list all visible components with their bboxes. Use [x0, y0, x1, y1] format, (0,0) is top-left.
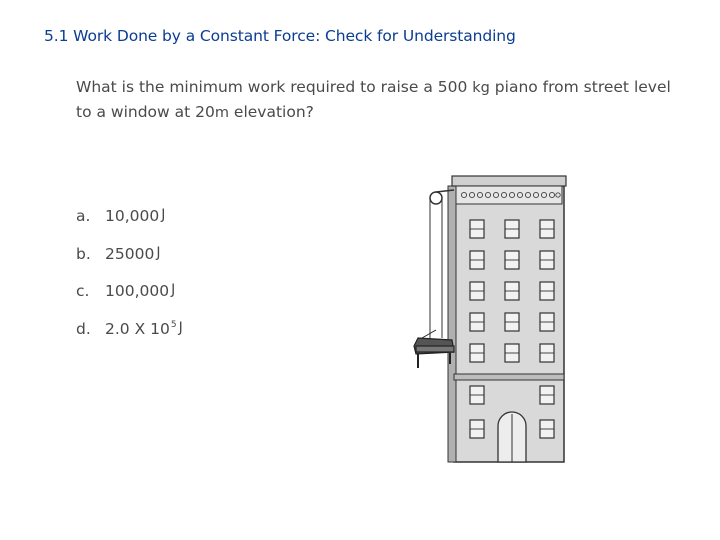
building-side	[448, 186, 456, 462]
choice-a[interactable]	[76, 207, 183, 245]
choice-value: 25000	[105, 244, 155, 263]
choice-unit: J	[178, 319, 183, 336]
choice-value: 10,000	[105, 207, 160, 225]
question-part-1: What is the minimum work required to raise a 500	[76, 78, 473, 96]
choice-letter: a.	[76, 207, 91, 225]
choice-unit: J	[156, 244, 161, 261]
building-illustration	[408, 170, 568, 470]
choice-letter: c.	[76, 282, 90, 300]
choice-b[interactable]	[76, 245, 183, 283]
question-part-3: elevation?	[229, 103, 314, 121]
choice-d[interactable]	[76, 320, 183, 358]
choice-letter: d.	[76, 319, 91, 338]
answer-choices	[76, 207, 183, 357]
choice-value: 2.0 X 10	[105, 319, 170, 338]
slide-title: 5.1 Work Done by a Constant Force: Check for Understanding	[44, 27, 516, 45]
choice-unit: J	[171, 282, 176, 298]
pulley-wheel	[430, 192, 442, 204]
height-unit: m	[214, 105, 229, 121]
question-part-2: piano from street level to a window at 20	[76, 78, 671, 121]
choice-letter: b.	[76, 244, 91, 263]
mass-unit: kg	[472, 80, 490, 96]
question-text	[76, 75, 686, 125]
floor-band	[454, 374, 564, 380]
choice-unit: J	[161, 207, 166, 223]
cornice	[452, 176, 566, 186]
choice-c[interactable]	[76, 282, 183, 320]
choice-exponent: 5	[170, 319, 177, 330]
choice-value: 100,000	[105, 282, 170, 300]
